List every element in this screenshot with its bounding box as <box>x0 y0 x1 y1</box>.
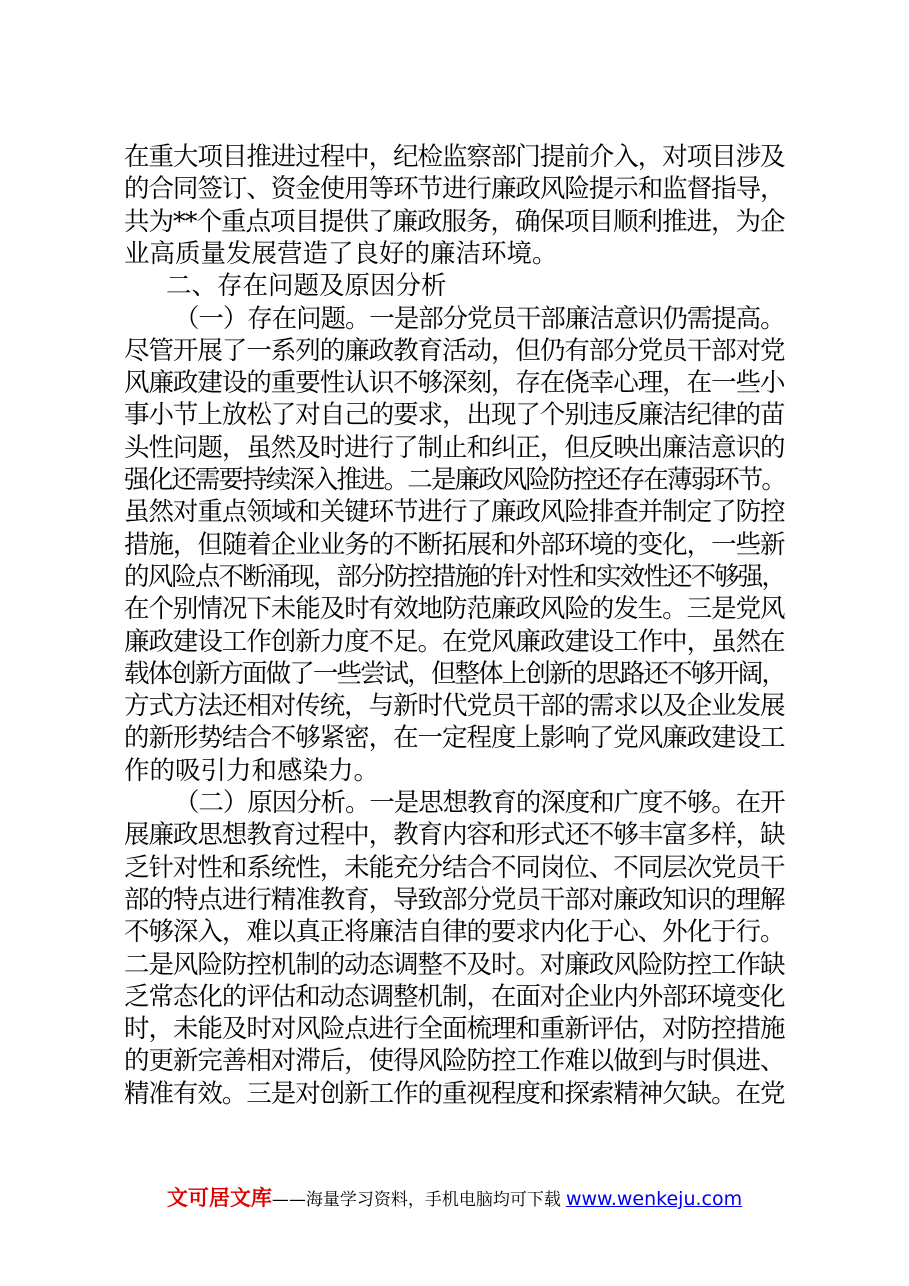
paragraph-line: （二）原因分析。一是思想教育的深度和广度不够。在开 <box>174 788 785 818</box>
paragraph-line: 的新形势结合不够紧密，在一定程度上影响了党风廉政建设工 <box>124 723 785 754</box>
paragraph-line: 头性问题，虽然及时进行了制止和纠正，但反映出廉洁意识的 <box>124 432 785 463</box>
paragraph-line: 的更新完善相对滞后，使得风险防控工作难以做到与时俱进、 <box>124 1046 785 1077</box>
paragraph-line: 乏常态化的评估和动态调整机制，在面对企业内外部环境变化 <box>124 981 785 1012</box>
footer-brand: 文可居文库 <box>166 1186 272 1210</box>
footer-site-link[interactable]: www.wenkeju.com <box>565 1188 743 1210</box>
paragraph-line: 风廉政建设的重要性认识不够深刻，存在侥幸心理，在一些小 <box>124 368 785 399</box>
paragraph-line: 二是风险防控机制的动态调整不及时。对廉政风险防控工作缺 <box>124 949 785 980</box>
paragraph-line: 强化还需要持续深入推进。二是廉政风险防控还存在薄弱环节。 <box>124 465 786 495</box>
paragraph-line: （一）存在问题。一是部分党员干部廉洁意识仍需提高。 <box>174 303 785 334</box>
paragraph-line: 部的特点进行精准教育，导致部分党员干部对廉政知识的理解 <box>124 884 785 915</box>
section-heading: 二、存在问题及原因分析 <box>166 271 447 302</box>
paragraph-line: 的合同签订、资金使用等环节进行廉政风险提示和监督指导， <box>124 174 785 205</box>
footer-slogan: ——海量学习资料，手机电脑均可下载 <box>271 1190 561 1210</box>
paragraph-line: 乏针对性和系统性，未能充分结合不同岗位、不同层次党员干 <box>124 852 785 883</box>
paragraph-line: 在个别情况下未能及时有效地防范廉政风险的发生。三是党风 <box>124 594 785 625</box>
paragraph-line: 方式方法还相对传统，与新时代党员干部的需求以及企业发展 <box>124 691 785 722</box>
paragraph-line: 虽然对重点领域和关键环节进行了廉政风险排查并制定了防控 <box>124 497 785 528</box>
paragraph-line: 共为**个重点项目提供了廉政服务，确保项目顺利推进，为企 <box>124 206 785 237</box>
paragraph-line: 措施，但随着企业业务的不断拓展和外部环境的变化，一些新 <box>124 529 785 560</box>
footer-banner <box>0 1182 909 1212</box>
paragraph-line: 事小节上放松了对自己的要求，出现了个别违反廉洁纪律的苗 <box>124 400 785 431</box>
paragraph-line: 业高质量发展营造了良好的廉洁环境。 <box>124 238 558 269</box>
paragraph-line: 在重大项目推进过程中，纪检监察部门提前介入，对项目涉及 <box>124 142 785 172</box>
paragraph-line: 时，未能及时对风险点进行全面梳理和重新评估，对防控措施 <box>124 1014 785 1045</box>
paragraph-line: 精准有效。三是对创新工作的重视程度和探索精神欠缺。在党 <box>124 1078 785 1109</box>
paragraph-line: 不够深入，难以真正将廉洁自律的要求内化于心、外化于行。 <box>124 917 785 948</box>
paragraph-line: 的风险点不断涌现，部分防控措施的针对性和实效性还不够强， <box>124 561 786 592</box>
paragraph-line: 作的吸引力和感染力。 <box>124 755 380 786</box>
paragraph-line: 展廉政思想教育过程中，教育内容和形式还不够丰富多样，缺 <box>124 820 785 851</box>
paragraph-line: 载体创新方面做了一些尝试，但整体上创新的思路还不够开阔， <box>124 658 786 689</box>
paragraph-line: 廉政建设工作创新力度不足。在党风廉政建设工作中，虽然在 <box>124 626 785 657</box>
paragraph-line: 尽管开展了一系列的廉政教育活动，但仍有部分党员干部对党 <box>124 335 785 366</box>
